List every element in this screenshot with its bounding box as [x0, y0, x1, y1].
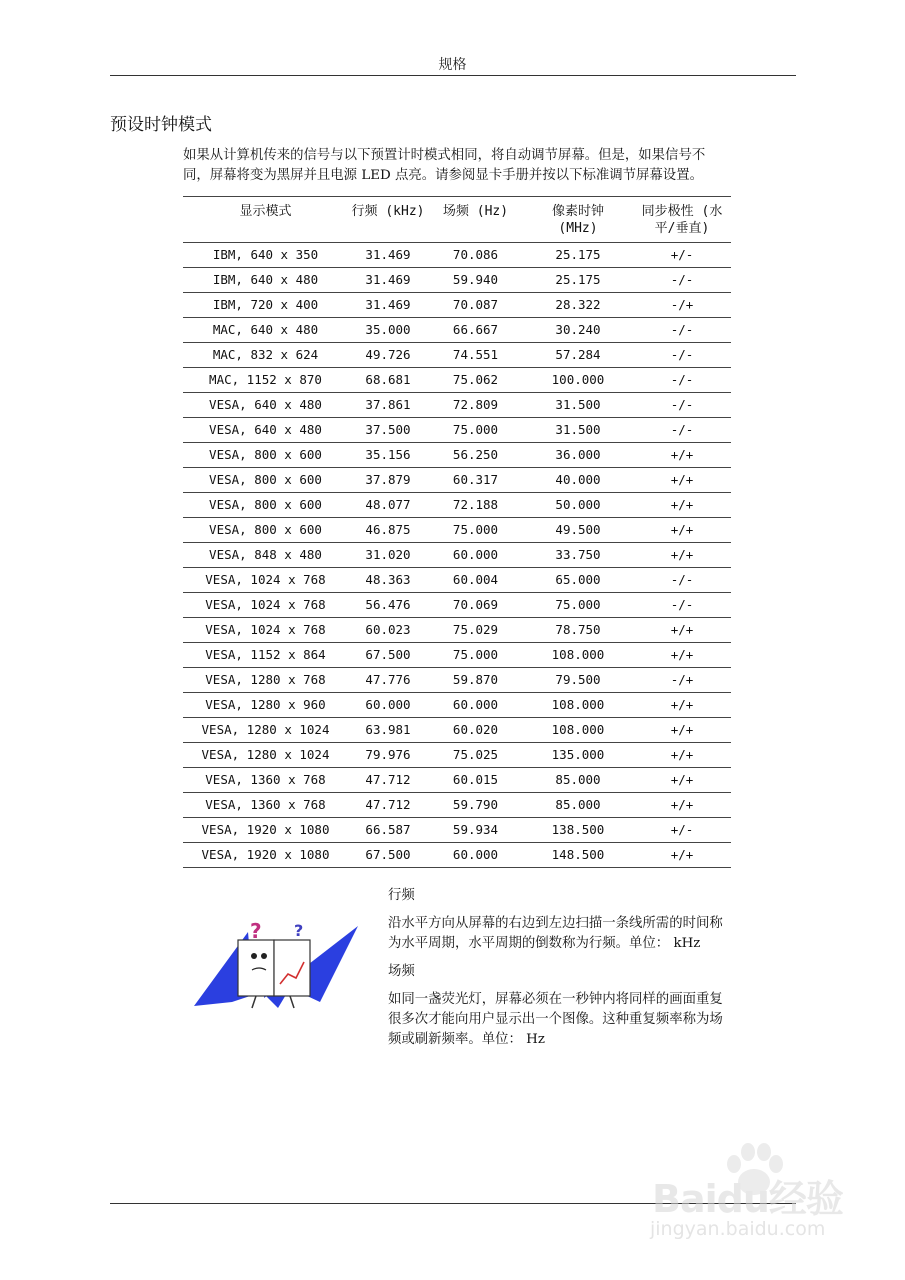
table-header-row	[183, 197, 731, 243]
glossary-term-vertical-frequency: 场频	[388, 964, 415, 979]
cell-pixel-clock: 25.175	[555, 272, 601, 287]
cell-mode: VESA, 1280 x 960	[205, 697, 326, 712]
timing-mode-table	[183, 196, 731, 868]
table-row	[183, 368, 731, 393]
cell-pixel-clock: 75.000	[555, 597, 601, 612]
question-mark-right-icon: ?	[294, 921, 304, 940]
cell-mode: VESA, 1024 x 768	[205, 597, 326, 612]
table-row	[183, 393, 731, 418]
cell-pixel-clock: 138.500	[551, 822, 605, 837]
table-row	[183, 468, 731, 493]
cell-mode: VESA, 1360 x 768	[205, 797, 326, 812]
cell-sync-polarity: -/-	[670, 372, 694, 387]
cell-horizontal-frequency: 37.861	[365, 397, 411, 412]
table-row	[183, 443, 731, 468]
cell-mode: VESA, 1360 x 768	[205, 772, 326, 787]
cell-sync-polarity: -/-	[670, 572, 694, 587]
cell-mode: IBM, 640 x 480	[212, 272, 319, 287]
cell-pixel-clock: 78.750	[555, 622, 601, 637]
cell-vertical-frequency: 60.317	[452, 472, 499, 487]
cell-mode: VESA, 1024 x 768	[205, 622, 326, 637]
page-header-title: 规格	[438, 57, 467, 73]
cell-vertical-frequency: 70.086	[452, 247, 499, 262]
cell-vertical-frequency: 60.000	[452, 547, 499, 562]
intro-line-1: 如果从计算机传来的信号与以下预置计时模式相同，将自动调节屏幕。但是，如果信号不	[183, 148, 706, 163]
cell-vertical-frequency: 75.025	[452, 747, 499, 762]
cell-sync-polarity: +/+	[670, 547, 694, 562]
cell-pixel-clock: 148.500	[551, 847, 605, 862]
cell-sync-polarity: +/+	[670, 647, 694, 662]
cell-sync-polarity: -/+	[670, 297, 694, 312]
character-eye-left	[251, 953, 257, 959]
cell-vertical-frequency: 59.790	[452, 797, 499, 812]
cell-sync-polarity: +/+	[670, 447, 694, 462]
character-leg-right	[290, 996, 294, 1008]
cell-vertical-frequency: 60.004	[452, 572, 499, 587]
cell-sync-polarity: -/+	[670, 672, 694, 687]
confused-book-character-illustration	[192, 918, 360, 1010]
character-eye-right	[261, 953, 267, 959]
cell-sync-polarity: +/+	[670, 522, 694, 537]
cell-mode: VESA, 800 x 600	[209, 447, 322, 462]
table-body	[183, 243, 731, 867]
cell-horizontal-frequency: 35.156	[365, 447, 411, 462]
header-vertical-frequency: 场频 (Hz)	[442, 204, 509, 219]
header-display-mode: 显示模式	[239, 204, 292, 219]
cell-vertical-frequency: 59.870	[452, 672, 499, 687]
cell-mode: VESA, 1920 x 1080	[201, 847, 330, 862]
cell-mode: VESA, 1152 x 864	[205, 647, 326, 662]
cell-sync-polarity: +/+	[670, 847, 694, 862]
cell-pixel-clock: 50.000	[555, 497, 601, 512]
table-row	[183, 343, 731, 368]
cell-sync-polarity: +/+	[670, 797, 694, 812]
cell-vertical-frequency: 74.551	[452, 347, 499, 362]
cell-vertical-frequency: 56.250	[452, 447, 499, 462]
cell-vertical-frequency: 75.000	[452, 422, 499, 437]
cell-mode: VESA, 640 x 480	[209, 422, 322, 437]
header-pixel-clock-line1: 像素时钟	[551, 204, 604, 219]
cell-sync-polarity: +/+	[670, 497, 694, 512]
book-page-right	[274, 940, 310, 996]
cell-vertical-frequency: 59.940	[452, 272, 499, 287]
cell-pixel-clock: 65.000	[555, 572, 601, 587]
character-leg-left	[252, 996, 256, 1008]
cell-horizontal-frequency: 46.875	[365, 522, 411, 537]
glossary-desc-horizontal-frequency: 沿水平方向从屏幕的右边到左边扫描一条线所需的时间称为水平周期，水平周期的倒数称为行频。单位： kHz	[388, 916, 723, 951]
table-row	[183, 293, 731, 318]
cell-sync-polarity: -/-	[670, 347, 694, 362]
cell-mode: MAC, 1152 x 870	[209, 372, 322, 387]
cell-sync-polarity: -/-	[670, 322, 694, 337]
cell-mode: IBM, 640 x 350	[212, 247, 319, 262]
cell-horizontal-frequency: 35.000	[365, 322, 411, 337]
table-row	[183, 843, 731, 867]
table-row	[183, 718, 731, 743]
cell-horizontal-frequency: 56.476	[365, 597, 411, 612]
cell-pixel-clock: 25.175	[555, 247, 601, 262]
cell-pixel-clock: 33.750	[555, 547, 601, 562]
cell-vertical-frequency: 60.015	[452, 772, 499, 787]
cell-sync-polarity: +/+	[670, 772, 694, 787]
cell-horizontal-frequency: 31.469	[365, 247, 411, 262]
cell-pixel-clock: 28.322	[555, 297, 601, 312]
cell-sync-polarity: -/-	[670, 422, 694, 437]
cell-sync-polarity: +/-	[670, 247, 694, 262]
cell-horizontal-frequency: 60.000	[365, 697, 411, 712]
cell-horizontal-frequency: 37.500	[365, 422, 411, 437]
cell-horizontal-frequency: 63.981	[365, 722, 411, 737]
cell-vertical-frequency: 72.188	[452, 497, 499, 512]
baidu-jingyan-watermark	[644, 1140, 894, 1270]
cell-mode: VESA, 640 x 480	[209, 397, 322, 412]
cell-mode: VESA, 800 x 600	[209, 497, 322, 512]
header-sync-polarity-line2: 平/垂直)	[654, 221, 710, 236]
cell-pixel-clock: 108.000	[551, 647, 605, 662]
cell-horizontal-frequency: 48.363	[365, 572, 411, 587]
cell-horizontal-frequency: 68.681	[365, 372, 411, 387]
table-row	[183, 618, 731, 643]
cell-vertical-frequency: 70.087	[452, 297, 499, 312]
cell-vertical-frequency: 75.000	[452, 522, 499, 537]
cell-horizontal-frequency: 31.469	[365, 297, 411, 312]
watermark-logo: Baidu经验	[652, 1177, 843, 1221]
glossary-desc-vertical-frequency: 如同一盏荧光灯，屏幕必须在一秒钟内将同样的画面重复很多次才能向用户显示出一个图像。这种重复频率称为场频或刷新频率。单位： Hz	[388, 992, 723, 1047]
cell-pixel-clock: 135.000	[551, 747, 605, 762]
header-horizontal-frequency: 行频 (kHz)	[351, 204, 425, 219]
cell-vertical-frequency: 75.000	[452, 647, 499, 662]
table-row	[183, 643, 731, 668]
header-sync-polarity-line1: 同步极性 (水	[641, 204, 723, 219]
table-row	[183, 593, 731, 618]
table-row	[183, 743, 731, 768]
cell-vertical-frequency: 72.809	[452, 397, 499, 412]
glossary	[388, 886, 728, 1058]
watermark-url: jingyan.baidu.com	[650, 1218, 826, 1240]
intro-paragraph	[183, 146, 783, 186]
cell-pixel-clock: 40.000	[555, 472, 601, 487]
intro-line-2: 同，屏幕将变为黑屏并且电源 LED 点亮。请参阅显卡手册并按以下标准调节屏幕设置。	[183, 168, 703, 183]
cell-sync-polarity: +/-	[670, 822, 694, 837]
cell-horizontal-frequency: 79.976	[365, 747, 411, 762]
cell-pixel-clock: 30.240	[555, 322, 601, 337]
table-row	[183, 318, 731, 343]
header-pixel-clock-line2: (MHz)	[558, 221, 598, 236]
table-row	[183, 818, 731, 843]
table-row	[183, 268, 731, 293]
cell-pixel-clock: 100.000	[551, 372, 605, 387]
table-row	[183, 693, 731, 718]
table-row	[183, 543, 731, 568]
cell-mode: VESA, 800 x 600	[209, 522, 322, 537]
cell-horizontal-frequency: 37.879	[365, 472, 411, 487]
cell-mode: VESA, 1280 x 1024	[201, 747, 330, 762]
cell-mode: VESA, 1024 x 768	[205, 572, 326, 587]
cell-horizontal-frequency: 31.020	[365, 547, 411, 562]
table-row	[183, 768, 731, 793]
cell-horizontal-frequency: 49.726	[365, 347, 411, 362]
cell-mode: IBM, 720 x 400	[212, 297, 319, 312]
question-mark-left-icon: ?	[250, 919, 262, 943]
cell-horizontal-frequency: 67.500	[365, 647, 411, 662]
cell-horizontal-frequency: 47.776	[365, 672, 411, 687]
cell-horizontal-frequency: 67.500	[365, 847, 411, 862]
cell-pixel-clock: 36.000	[555, 447, 601, 462]
cell-sync-polarity: +/+	[670, 722, 694, 737]
table-row	[183, 493, 731, 518]
cell-pixel-clock: 85.000	[555, 797, 601, 812]
cell-vertical-frequency: 59.934	[452, 822, 499, 837]
cell-vertical-frequency: 60.020	[452, 722, 499, 737]
cell-pixel-clock: 108.000	[551, 722, 605, 737]
table-row	[183, 568, 731, 593]
cell-vertical-frequency: 60.000	[452, 847, 499, 862]
glossary-term-horizontal-frequency: 行频	[388, 888, 415, 903]
header-divider	[110, 75, 796, 76]
cell-pixel-clock: 49.500	[555, 522, 601, 537]
cell-horizontal-frequency: 60.023	[365, 622, 411, 637]
cell-sync-polarity: -/-	[670, 272, 694, 287]
cell-mode: VESA, 848 x 480	[209, 547, 322, 562]
cell-horizontal-frequency: 47.712	[365, 772, 411, 787]
cell-mode: MAC, 640 x 480	[212, 322, 319, 337]
cell-sync-polarity: +/+	[670, 747, 694, 762]
cell-pixel-clock: 79.500	[555, 672, 601, 687]
cell-horizontal-frequency: 47.712	[365, 797, 411, 812]
cell-sync-polarity: -/-	[670, 397, 694, 412]
cell-pixel-clock: 108.000	[551, 697, 605, 712]
cell-vertical-frequency: 70.069	[452, 597, 499, 612]
section-title: 预设时钟模式	[110, 115, 212, 135]
header-sync-polarity	[633, 197, 731, 242]
table-row	[183, 418, 731, 443]
cell-horizontal-frequency: 48.077	[365, 497, 411, 512]
table-row	[183, 243, 731, 268]
table-row	[183, 793, 731, 818]
cell-vertical-frequency: 75.029	[452, 622, 499, 637]
cell-pixel-clock: 85.000	[555, 772, 601, 787]
cell-vertical-frequency: 75.062	[452, 372, 499, 387]
table-row	[183, 518, 731, 543]
cell-sync-polarity: +/+	[670, 622, 694, 637]
table-row	[183, 668, 731, 693]
cell-mode: MAC, 832 x 624	[212, 347, 319, 362]
cell-pixel-clock: 31.500	[555, 422, 601, 437]
cell-pixel-clock: 57.284	[555, 347, 601, 362]
cell-pixel-clock: 31.500	[555, 397, 601, 412]
cell-mode: VESA, 1280 x 768	[205, 672, 326, 687]
cell-vertical-frequency: 66.667	[452, 322, 499, 337]
cell-vertical-frequency: 60.000	[452, 697, 499, 712]
cell-mode: VESA, 1920 x 1080	[201, 822, 330, 837]
cell-horizontal-frequency: 66.587	[365, 822, 411, 837]
cell-sync-polarity: +/+	[670, 697, 694, 712]
header-pixel-clock	[523, 197, 633, 242]
cell-sync-polarity: +/+	[670, 472, 694, 487]
cell-mode: VESA, 1280 x 1024	[201, 722, 330, 737]
cell-sync-polarity: -/-	[670, 597, 694, 612]
cell-horizontal-frequency: 31.469	[365, 272, 411, 287]
cell-mode: VESA, 800 x 600	[209, 472, 322, 487]
